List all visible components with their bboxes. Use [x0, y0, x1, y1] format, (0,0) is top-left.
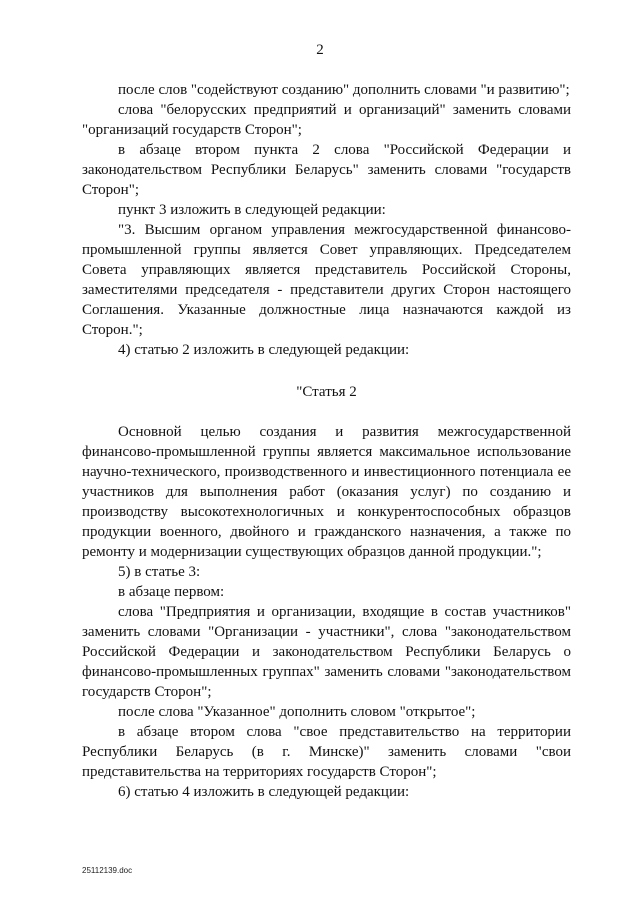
file-code-footer: 25112139.doc: [82, 866, 133, 875]
paragraph: Основной целью создания и развития межгосударственной финансово-промышленной группы является максимальное использование научно-технического, производственного и инвестиционного потенциала ее участников для выполнения работ (оказания услуг) по созданию и производству высокотехнологичных и конкурентоспособных образцов продукции военного, двойного и гражданского назначения, а также по ремонту и модернизации существующих образцов данной продукции.";: [82, 424, 571, 560]
paragraph: слова "белорусских предприятий и организаций" заменить словами "организаций государств Сторон";: [82, 102, 571, 138]
paragraph: после слов "содействуют созданию" дополнить словами "и развитию";: [118, 82, 570, 98]
page-number: 2: [316, 42, 324, 58]
paragraph: 4) статью 2 изложить в следующей редакции:: [118, 342, 410, 358]
paragraph: 5) в статье 3:: [118, 564, 201, 580]
paragraph: пункт 3 изложить в следующей редакции:: [118, 202, 386, 218]
document-body: [82, 80, 571, 802]
paragraph: 6) статью 4 изложить в следующей редакции:: [118, 784, 410, 800]
paragraph: в абзаце первом:: [118, 584, 225, 600]
paragraph: в абзаце втором слова "свое представительство на территории Республики Беларусь (в г. Минске)" заменить словами "свои представительства на территориях государств Сторон";: [82, 724, 571, 780]
paragraph: "3. Высшим органом управления межгосударственной финансово-промышленной группы является Совет управляющих. Председателем Совета управляющих является представитель Российской Стороны, заместителями председателя - представители других Сторон настоящего Соглашения. Указанные должностные лица назначаются каждой из Сторон.";: [82, 222, 571, 338]
paragraph: слова "Предприятия и организации, входящие в состав участников" заменить словами "Организации - участники", слова "законодательством Российской Федерации и законодательством Республики Беларусь о финансово-промышленных группах" заменить словами "законодательством государств Сторон";: [82, 604, 571, 700]
article-heading: "Статья 2: [296, 384, 357, 400]
paragraph: после слова "Указанное" дополнить словом "открытое";: [118, 704, 476, 720]
paragraph: в абзаце втором пункта 2 слова "Российской Федерации и законодательством Республики Беларусь" заменить словами "государств Сторон";: [82, 142, 571, 198]
